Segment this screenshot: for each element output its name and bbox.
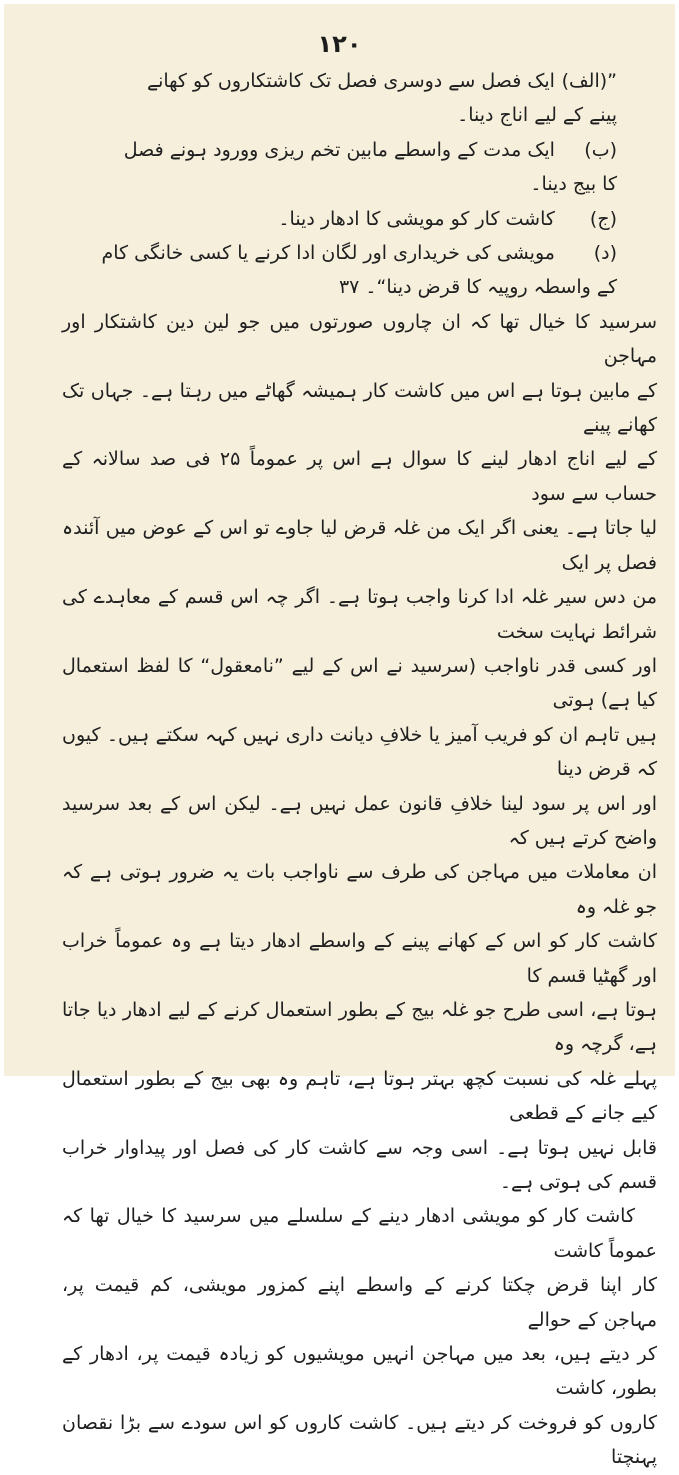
text-line: اور کسی قدر ناواجب (سرسید نے اس کے لیے ”نامعقول“ کا لفظ استعمال کیا ہے) ہوتی bbox=[62, 654, 657, 712]
text-line: کر دیتے ہیں، بعد میں مہاجن انہیں مویشیوں کو زیادہ قیمت پر، ادھار کے بطور، کاشت bbox=[62, 1343, 657, 1400]
quote-item bbox=[62, 133, 657, 167]
text-line: قابل نہیں ہوتا ہے۔ اسی وجہ سے کاشت کار کی فصل اور پیداوار خراب قسم کی ہوتی ہے۔ bbox=[62, 1136, 657, 1193]
text-line: کاشت کار کو مویشی ادھار دینے کے سلسلے میں سرسید کا خیال تھا کہ عموماً کاشت bbox=[62, 1205, 657, 1262]
text-line: کاشت کار کو اس کے کھانے پینے کے واسطے ادھار دیتا ہے وہ عموماً خراب اور گھٹیا قسم کا bbox=[62, 930, 657, 987]
text-line: لیا جاتا ہے۔ یعنی اگر ایک من غلہ قرض لیا جاوے تو اس کے عوض میں آئندہ فصل پر ایک bbox=[62, 517, 657, 574]
quote-item bbox=[62, 64, 657, 98]
text-line: سرسید کا خیال تھا کہ ان چاروں صورتوں میں جو لین دین کاشتکار اور مہاجن bbox=[62, 310, 657, 368]
text-line: من دس سیر غلہ ادا کرنا واجب ہوتا ہے۔ اگر چہ اس قسم کے معاہدے کی شرائط نہایت سخت bbox=[62, 586, 657, 643]
quote-item-text: ایک مدت کے واسطے مابین تخم ریزی وورود ہونے فصل bbox=[123, 138, 555, 161]
paragraph bbox=[62, 305, 657, 1200]
quote-item-text: مویشی کی خریداری اور لگان ادا کرنے یا کسی خانگی کام bbox=[101, 242, 555, 265]
quote-continuation: کا بیج دینا۔ bbox=[530, 173, 617, 196]
text-line: کاروں کو فروخت کر دیتے ہیں۔ کاشت کاروں کو اس سودے سے بڑا نقصان پہنچتا bbox=[62, 1411, 657, 1469]
text-line: کار اپنا قرض چکتا کرنے کے واسطے اپنے کمزور مویشی، کم قیمت پر، مہاجن کے حوالے bbox=[62, 1274, 657, 1331]
page-body bbox=[62, 64, 657, 1475]
quote-item-text: کاشت کار کو مویشی کا ادھار دینا۔ bbox=[278, 207, 555, 230]
book-page bbox=[4, 4, 675, 1469]
quote-continuation: کے واسطہ روپیہ کا قرض دینا“۔ ۳۷ bbox=[338, 276, 617, 299]
quote-block bbox=[62, 64, 657, 305]
body-text bbox=[62, 305, 657, 1475]
paragraph bbox=[62, 1199, 657, 1474]
text-line: کے لیے اناج ادھار لینے کا سوال ہے اس پر عموماً ۲۵ فی صد سالانہ کے حساب سے سود bbox=[62, 448, 657, 505]
quote-item bbox=[62, 202, 657, 236]
text-line: ان معاملات میں مہاجن کی طرف سے ناواجب بات یہ ضرور ہوتی ہے کہ جو غلہ وہ bbox=[62, 861, 657, 918]
quote-item-marker: ”(الف) bbox=[561, 70, 617, 92]
quote-item-marker: (د) bbox=[593, 242, 617, 265]
quote-continuation: پینے کے لیے اناج دینا۔ bbox=[457, 104, 617, 127]
text-line: ہوتا ہے، اسی طرح جو غلہ بیج کے بطور استعمال کرنے کے لیے ادھار دیا جاتا ہے، گرچہ وہ bbox=[62, 998, 657, 1056]
text-line: کے مابین ہوتا ہے اس میں کاشت کار ہمیشہ گھاٹے میں رہتا ہے۔ جہاں تک کھانے پینے bbox=[62, 379, 657, 437]
quote-item-text: ایک فصل سے دوسری فصل تک کاشتکاروں کو کھانے bbox=[146, 70, 555, 92]
quote-item-marker: (ج) bbox=[589, 207, 617, 230]
page-number: ۱۲۰ bbox=[317, 30, 362, 58]
text-line: پہلے غلہ کی نسبت کچھ بہتر ہوتا ہے، تاہم وہ بھی بیج کے بطور استعمال کیے جانے کے قطعی bbox=[62, 1067, 657, 1125]
text-line: اور اس پر سود لینا خلافِ قانون عمل نہیں ہے۔ لیکن اس کے بعد سرسید واضح کرتے ہیں کہ bbox=[62, 792, 657, 849]
quote-item-marker: (ب) bbox=[584, 138, 617, 161]
text-line: ہیں تاہم ان کو فریب آمیز یا خلافِ دیانت داری نہیں کہہ سکتے ہیں۔ کیوں کہ قرض دینا bbox=[62, 723, 657, 781]
quote-item bbox=[62, 236, 657, 270]
